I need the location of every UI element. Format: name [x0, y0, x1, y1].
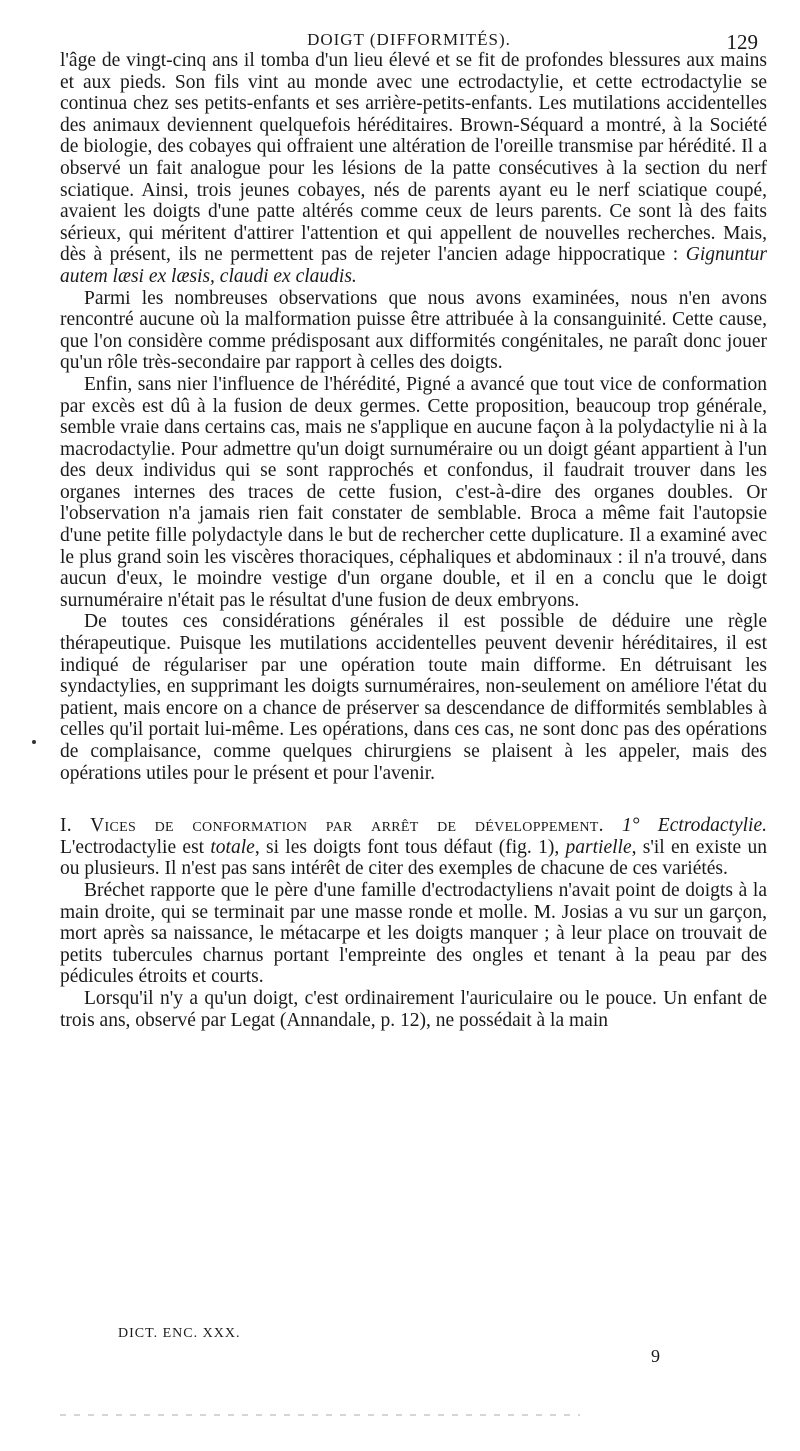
page-number: 129 [726, 30, 758, 54]
section-gap [60, 784, 767, 815]
body-text [60, 50, 767, 1031]
footer-signature: DICT. ENC. XXX. [118, 1326, 241, 1341]
section-subheading: 1° Ectrodactylie. [622, 815, 767, 837]
paragraph [60, 50, 767, 288]
sheet-number: 9 [651, 1346, 660, 1366]
paragraph-text: l'âge de vingt-cinq ans il tomba d'un lieu élevé et se fit de profondes blessures aux mains et aux pieds. Son fils vint au monde avec une ectrodactylie, et cette ectrodactylie se continua chez ses petits-enfants et ses arrière-petits-enfants. Les mutilations accidentelles des animaux deviennent quelquefois héréditaires. Brown-Séquard a montré, à la Société de biologie, des cobayes qui offraient une altération de l'oreille transmise par hérédité. Il a observé un fait analogue pour les lésions de la patte consécutives à la section du nerf sciatique. Ainsi, trois jeunes cobayes, nés de parents ayant eu le nerf sciatique coupé, avaient les doigts d'une patte altérés comme ceux de leurs parents. Ce sont là des faits sérieux, qui méritent d'attirer l'attention et qui appellent de nouvelles recherches. Mais, dès à présent, ils ne permettent pas de rejeter l'ancien adage hippocratique : [60, 50, 767, 266]
paragraph: De toutes ces considérations générales il est possible de déduire une règle thérapeutique. Puisque les mutilations accidentelles peuvent devenir héréditaires, il est indiqué de régulariser par une opération toute main difforme. En détruisant les syndactylies, en supprimant les doigts surnuméraires, non-seulement on améliore l'état du patient, mais encore on a chance de préserver sa descendance de difformités semblables à celles qu'il portait lui-même. Les opérations, dans ces cas, ne sont donc pas des opérations de complaisance, comme quelques chirurgiens se plaisent à les appeler, mais des opérations utiles pour le présent et pour l'avenir. [60, 611, 767, 784]
paragraph: Lorsqu'il n'y a qu'un doigt, c'est ordinairement l'auriculaire ou le pouce. Un enfant de trois ans, observé par Legat (Annandale, p. 12), ne possédait à la main [60, 987, 767, 1031]
section-text: , s'il en existe un ou plusieurs. Il n'est pas sans intérêt de citer des exemples de chacune de ces variétés. [60, 836, 768, 880]
latin-quote: Gignuntur autem læsi ex læsis, claudi ex claudis. [60, 244, 768, 287]
paragraph: Bréchet rapporte que le père d'une famille d'ectrodactyliens n'avait point de doigts à la main droite, qui se terminait par une masse ronde et molle. M. Josias a vu sur un garçon, mort après sa naissance, le métacarpe et les doigts manquer ; à leur place on trouvait de petits tubercules charnus portant l'empreinte des ongles et tenant à la peau par des pédicules étroits et courts. [60, 879, 767, 988]
section-text: L'ectrodactylie est [60, 836, 205, 858]
page-footer [118, 1326, 660, 1366]
term-partielle: partielle [565, 836, 632, 858]
term-totale: totale [210, 836, 255, 858]
section-heading: I. Vices de conformation par arrêt de développement. [60, 815, 604, 837]
paragraph: Parmi les nombreuses observations que nous avons examinées, nous n'en avons rencontré aucune où la malformation puisse être attribuée à la consanguinité. Cette cause, que l'on considère comme prédisposant aux difformités congénitales, ne paraît donc jouer qu'un rôle très-secondaire par rapport à celles des doigts. [60, 287, 767, 374]
scan-artifact [60, 1414, 580, 1416]
scan-artifact [32, 740, 36, 744]
running-title: DOIGT (DIFFORMITÉS). [307, 30, 511, 49]
paragraph: Enfin, sans nier l'influence de l'hérédité, Pigné a avancé que tout vice de conformation par excès est dû à la fusion de deux germes. Cette proposition, beaucoup trop générale, semble vraie dans certains cas, mais ne s'applique en aucune façon à la polydactylie ni à la macrodactylie. Pour admettre qu'un doigt surnuméraire ou un doigt géant appartient à l'un des deux individus qui se sont rapprochés et confondus, il faudrait trouver dans les organes internes des traces de cette fusion, c'est-à-dire des organes doubles. Or l'observation n'a jamais rien fait constater de semblable. Broca a même fait l'autopsie d'une petite fille polydactyle dans le but de rechercher cette duplicature. Il a examiné avec le plus grand soin les viscères thoraciques, céphaliques et abdominaux : il n'a trouvé, dans aucun d'eux, le moindre vestige d'un organe double, et il en a conclu que le doigt surnuméraire n'était pas le résultat d'une fusion de deux embryons. [60, 373, 767, 611]
section-text: , si les doigts font tous défaut (fig. 1), [254, 836, 560, 858]
section-paragraph [60, 815, 767, 880]
